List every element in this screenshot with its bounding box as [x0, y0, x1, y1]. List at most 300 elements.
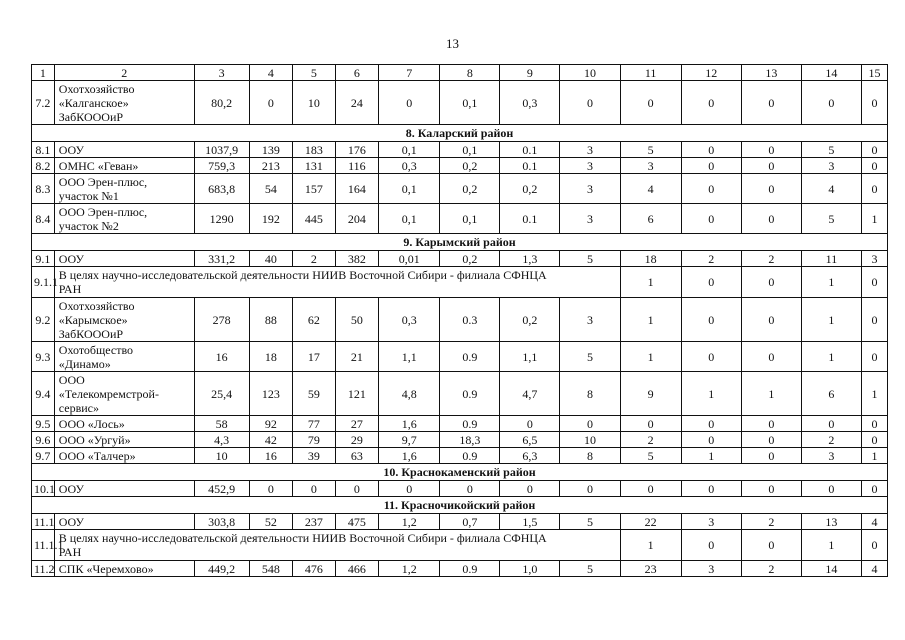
value-cell: 3 — [801, 448, 861, 464]
value-cell: 22 — [620, 514, 681, 530]
value-cell: 192 — [249, 204, 293, 234]
cell-line: ОМНС «Геван» — [58, 158, 139, 173]
value-cell: 77 — [293, 416, 335, 432]
section-row — [32, 234, 888, 251]
value-cell: 116 — [335, 158, 379, 174]
value-cell: 0.9 — [440, 561, 500, 577]
value-cell: 0 — [861, 342, 887, 372]
value-cell: 157 — [293, 174, 335, 204]
value-cell: 0 — [741, 204, 801, 234]
value-cell: 0 — [440, 481, 500, 497]
row-name — [54, 81, 194, 125]
row-number: 8.2 — [32, 158, 55, 174]
value-cell: 0.1 — [500, 142, 560, 158]
value-cell: 6,5 — [500, 432, 560, 448]
value-cell: 476 — [293, 561, 335, 577]
header-cell-8: 8 — [440, 65, 500, 81]
value-cell: 25,4 — [194, 372, 249, 416]
value-cell: 1,6 — [379, 416, 440, 432]
row-number: 11.1.1 — [32, 530, 55, 561]
value-cell: 1 — [801, 267, 861, 298]
table-row — [32, 267, 888, 298]
value-cell: 176 — [335, 142, 379, 158]
value-cell: 4,3 — [194, 432, 249, 448]
value-cell: 16 — [194, 342, 249, 372]
row-number: 9.2 — [32, 298, 55, 342]
value-cell: 0,1 — [440, 81, 500, 125]
table-row — [32, 530, 888, 561]
table-row — [32, 204, 888, 234]
cell-line: Охотхозяйство — [58, 298, 135, 313]
value-cell: 5 — [620, 142, 681, 158]
value-cell: 6 — [801, 372, 861, 416]
value-cell: 24 — [335, 81, 379, 125]
header-cell-14: 14 — [801, 65, 861, 81]
value-cell: 0 — [801, 481, 861, 497]
value-cell: 2 — [293, 251, 335, 267]
header-cell-3: 3 — [194, 65, 249, 81]
value-cell: 0 — [741, 530, 801, 561]
value-cell: 1 — [801, 298, 861, 342]
value-cell: 0,7 — [440, 514, 500, 530]
table-row — [32, 251, 888, 267]
header-cell-9: 9 — [500, 65, 560, 81]
value-cell: 0 — [861, 298, 887, 342]
value-cell: 0 — [681, 481, 741, 497]
value-cell: 0.1 — [500, 204, 560, 234]
value-cell: 3 — [560, 158, 620, 174]
cell-line: «Телекомремстрой- — [58, 386, 159, 401]
value-cell: 9 — [620, 372, 681, 416]
value-cell: 0 — [500, 416, 560, 432]
header-cell-10: 10 — [560, 65, 620, 81]
value-cell: 0 — [861, 158, 887, 174]
cell-line: «Калганское» — [58, 95, 129, 110]
table-row — [32, 342, 888, 372]
value-cell: 0 — [681, 267, 741, 298]
value-cell: 4 — [861, 514, 887, 530]
value-cell: 50 — [335, 298, 379, 342]
value-cell: 759,3 — [194, 158, 249, 174]
value-cell: 2 — [741, 561, 801, 577]
value-cell: 5 — [560, 342, 620, 372]
value-cell: 1,1 — [500, 342, 560, 372]
cell-line: ООО — [58, 372, 85, 387]
value-cell: 0 — [861, 267, 887, 298]
value-cell: 0 — [681, 416, 741, 432]
row-name — [54, 372, 194, 416]
row-number: 8.4 — [32, 204, 55, 234]
value-cell: 88 — [249, 298, 293, 342]
cell-line: ООО Эрен-плюс, — [58, 174, 148, 189]
value-cell: 0,1 — [379, 142, 440, 158]
value-cell: 18 — [249, 342, 293, 372]
section-title: 8. Каларский район — [32, 125, 888, 142]
header-cell-4: 4 — [249, 65, 293, 81]
value-cell: 445 — [293, 204, 335, 234]
value-cell: 0,1 — [379, 174, 440, 204]
value-cell: 18 — [620, 251, 681, 267]
value-cell: 1 — [801, 342, 861, 372]
value-cell: 39 — [293, 448, 335, 464]
value-cell: 18,3 — [440, 432, 500, 448]
section-row — [32, 464, 888, 481]
value-cell: 0 — [681, 158, 741, 174]
value-cell: 21 — [335, 342, 379, 372]
cell-line: сервис» — [58, 400, 100, 415]
value-cell: 0 — [681, 81, 741, 125]
value-cell: 6 — [620, 204, 681, 234]
value-cell: 0 — [500, 481, 560, 497]
value-cell: 0 — [861, 416, 887, 432]
header-cell-11: 11 — [620, 65, 681, 81]
value-cell: 10 — [560, 432, 620, 448]
header-cell-1: 1 — [32, 65, 55, 81]
value-cell: 0 — [861, 81, 887, 125]
value-cell: 4,8 — [379, 372, 440, 416]
cell-line: В целях научно-исследовательской деятельности НИИВ Восточной Сибири - филиала СФНЦА — [58, 531, 547, 545]
cell-line: участок №1 — [58, 188, 119, 203]
cell-line: ЗабКОООиР — [58, 326, 124, 341]
table-row — [32, 81, 888, 125]
value-cell: 1,6 — [379, 448, 440, 464]
value-cell: 3 — [681, 514, 741, 530]
value-cell: 23 — [620, 561, 681, 577]
value-cell: 1 — [861, 372, 887, 416]
cell-line: В целях научно-исследовательской деятельности НИИВ Восточной Сибири - филиала СФНЦА — [58, 268, 547, 282]
value-cell: 0 — [741, 81, 801, 125]
header-cell-12: 12 — [681, 65, 741, 81]
value-cell: 3 — [560, 174, 620, 204]
value-cell: 0 — [741, 481, 801, 497]
cell-line: ООО «Лось» — [58, 416, 125, 431]
table-row — [32, 158, 888, 174]
row-name — [54, 142, 194, 158]
value-cell: 17 — [293, 342, 335, 372]
value-cell: 3 — [560, 298, 620, 342]
value-cell: 0 — [741, 416, 801, 432]
value-cell: 1 — [620, 342, 681, 372]
section-title: 10. Краснокаменский район — [32, 464, 888, 481]
value-cell: 0 — [620, 81, 681, 125]
value-cell: 1 — [681, 372, 741, 416]
row-number: 9.7 — [32, 448, 55, 464]
value-cell: 1,3 — [500, 251, 560, 267]
value-cell: 0 — [681, 204, 741, 234]
value-cell: 0.9 — [440, 372, 500, 416]
value-cell: 303,8 — [194, 514, 249, 530]
value-cell: 0 — [681, 142, 741, 158]
value-cell: 123 — [249, 372, 293, 416]
value-cell: 183 — [293, 142, 335, 158]
value-cell: 14 — [801, 561, 861, 577]
value-cell: 0 — [741, 142, 801, 158]
value-cell: 0 — [620, 416, 681, 432]
value-cell: 466 — [335, 561, 379, 577]
value-cell: 0,1 — [379, 204, 440, 234]
row-number: 9.5 — [32, 416, 55, 432]
value-cell: 63 — [335, 448, 379, 464]
value-cell: 0,1 — [440, 204, 500, 234]
value-cell: 0 — [741, 298, 801, 342]
cell-line: ООУ — [58, 251, 84, 266]
value-cell: 0 — [620, 481, 681, 497]
value-cell: 121 — [335, 372, 379, 416]
value-cell: 0,2 — [440, 174, 500, 204]
value-cell: 1,1 — [379, 342, 440, 372]
value-cell: 5 — [801, 142, 861, 158]
value-cell: 139 — [249, 142, 293, 158]
value-cell: 0 — [741, 432, 801, 448]
header-cell-2: 2 — [54, 65, 194, 81]
cell-line: ООО «Ургуй» — [58, 432, 131, 447]
value-cell: 278 — [194, 298, 249, 342]
value-cell: 4 — [620, 174, 681, 204]
value-cell: 0 — [249, 81, 293, 125]
row-name — [54, 481, 194, 497]
value-cell: 3 — [681, 561, 741, 577]
row-name — [54, 342, 194, 372]
cell-line: ООУ — [58, 142, 84, 157]
row-name — [54, 448, 194, 464]
value-cell: 0 — [861, 481, 887, 497]
value-cell: 2 — [620, 432, 681, 448]
value-cell: 3 — [620, 158, 681, 174]
cell-line: участок №2 — [58, 218, 119, 233]
value-cell: 59 — [293, 372, 335, 416]
row-number: 11.1 — [32, 514, 55, 530]
value-cell: 0.9 — [440, 342, 500, 372]
row-name — [54, 561, 194, 577]
value-cell: 0 — [861, 174, 887, 204]
value-cell: 0 — [293, 481, 335, 497]
section-row — [32, 125, 888, 142]
value-cell: 40 — [249, 251, 293, 267]
row-number: 11.2 — [32, 561, 55, 577]
row-number: 9.1 — [32, 251, 55, 267]
value-cell: 0,2 — [440, 251, 500, 267]
cell-line: РАН — [58, 282, 82, 296]
row-number: 9.3 — [32, 342, 55, 372]
value-cell: 0 — [801, 416, 861, 432]
table-row — [32, 416, 888, 432]
value-cell: 3 — [861, 251, 887, 267]
row-number: 7.2 — [32, 81, 55, 125]
value-cell: 683,8 — [194, 174, 249, 204]
row-name — [54, 432, 194, 448]
value-cell: 11 — [801, 251, 861, 267]
value-cell: 2 — [801, 432, 861, 448]
value-cell: 0 — [741, 158, 801, 174]
value-cell: 0 — [681, 530, 741, 561]
value-cell: 0 — [861, 142, 887, 158]
data-table — [31, 64, 888, 577]
cell-line: «Динамо» — [58, 356, 111, 371]
value-cell: 0.9 — [440, 448, 500, 464]
value-cell: 3 — [560, 204, 620, 234]
value-cell: 0 — [681, 342, 741, 372]
cell-line: СПК «Черемхово» — [58, 561, 154, 576]
value-cell: 164 — [335, 174, 379, 204]
value-cell: 1 — [620, 530, 681, 561]
value-cell: 1,2 — [379, 514, 440, 530]
value-cell: 1,0 — [500, 561, 560, 577]
value-cell: 1,5 — [500, 514, 560, 530]
header-cell-5: 5 — [293, 65, 335, 81]
value-cell: 29 — [335, 432, 379, 448]
value-cell: 0 — [249, 481, 293, 497]
value-cell: 0,3 — [379, 298, 440, 342]
value-cell: 2 — [681, 251, 741, 267]
value-cell: 58 — [194, 416, 249, 432]
value-cell: 0,1 — [440, 142, 500, 158]
value-cell: 237 — [293, 514, 335, 530]
value-cell: 0,2 — [500, 298, 560, 342]
page-number: 13 — [446, 36, 459, 51]
row-name — [54, 251, 194, 267]
table-row — [32, 432, 888, 448]
value-cell: 0 — [741, 267, 801, 298]
value-cell: 42 — [249, 432, 293, 448]
value-cell: 92 — [249, 416, 293, 432]
value-cell: 16 — [249, 448, 293, 464]
value-cell: 213 — [249, 158, 293, 174]
value-cell: 331,2 — [194, 251, 249, 267]
value-cell: 0 — [741, 342, 801, 372]
row-description — [54, 267, 620, 298]
row-name — [54, 514, 194, 530]
row-number: 9.4 — [32, 372, 55, 416]
value-cell: 4,7 — [500, 372, 560, 416]
value-cell: 1037,9 — [194, 142, 249, 158]
value-cell: 1 — [861, 448, 887, 464]
table-row — [32, 561, 888, 577]
value-cell: 0 — [560, 481, 620, 497]
value-cell: 54 — [249, 174, 293, 204]
value-cell: 0 — [681, 174, 741, 204]
value-cell: 10 — [293, 81, 335, 125]
table-row — [32, 298, 888, 342]
row-name — [54, 174, 194, 204]
value-cell: 1 — [620, 267, 681, 298]
row-number: 9.6 — [32, 432, 55, 448]
value-cell: 10 — [194, 448, 249, 464]
value-cell: 0 — [379, 481, 440, 497]
section-title: 11. Красночикойский район — [32, 497, 888, 514]
value-cell: 204 — [335, 204, 379, 234]
section-title: 9. Карымский район — [32, 234, 888, 251]
table-row — [32, 372, 888, 416]
value-cell: 3 — [801, 158, 861, 174]
header-cell-7: 7 — [379, 65, 440, 81]
row-number: 8.1 — [32, 142, 55, 158]
value-cell: 1,2 — [379, 561, 440, 577]
value-cell: 0 — [861, 432, 887, 448]
table-row — [32, 174, 888, 204]
value-cell: 1 — [861, 204, 887, 234]
value-cell: 5 — [560, 251, 620, 267]
value-cell: 4 — [861, 561, 887, 577]
value-cell: 548 — [249, 561, 293, 577]
value-cell: 1290 — [194, 204, 249, 234]
header-cell-15: 15 — [861, 65, 887, 81]
value-cell: 0 — [379, 81, 440, 125]
value-cell: 0,2 — [500, 174, 560, 204]
value-cell: 449,2 — [194, 561, 249, 577]
value-cell: 475 — [335, 514, 379, 530]
value-cell: 1 — [620, 298, 681, 342]
value-cell: 0 — [741, 448, 801, 464]
row-name — [54, 298, 194, 342]
value-cell: 0 — [681, 432, 741, 448]
row-number: 8.3 — [32, 174, 55, 204]
value-cell: 8 — [560, 372, 620, 416]
value-cell: 0 — [560, 81, 620, 125]
cell-line: РАН — [58, 545, 82, 559]
value-cell: 6,3 — [500, 448, 560, 464]
value-cell: 1 — [741, 372, 801, 416]
table-row — [32, 448, 888, 464]
value-cell: 5 — [620, 448, 681, 464]
value-cell: 5 — [801, 204, 861, 234]
value-cell: 9,7 — [379, 432, 440, 448]
value-cell: 0.9 — [440, 416, 500, 432]
value-cell: 3 — [560, 142, 620, 158]
cell-line: «Карымское» — [58, 312, 128, 327]
header-cell-6: 6 — [335, 65, 379, 81]
value-cell: 0.3 — [440, 298, 500, 342]
header-cell-13: 13 — [741, 65, 801, 81]
table-row — [32, 142, 888, 158]
cell-line: ЗабКОООиР — [58, 109, 124, 124]
value-cell: 0,01 — [379, 251, 440, 267]
value-cell: 62 — [293, 298, 335, 342]
value-cell: 8 — [560, 448, 620, 464]
value-cell: 382 — [335, 251, 379, 267]
value-cell: 13 — [801, 514, 861, 530]
value-cell: 27 — [335, 416, 379, 432]
value-cell: 131 — [293, 158, 335, 174]
value-cell: 1 — [681, 448, 741, 464]
value-cell: 2 — [741, 514, 801, 530]
header-row — [32, 65, 888, 81]
cell-line: Охотхозяйство — [58, 81, 135, 96]
row-name — [54, 158, 194, 174]
value-cell: 0,2 — [440, 158, 500, 174]
value-cell: 80,2 — [194, 81, 249, 125]
row-name — [54, 204, 194, 234]
cell-line: ООУ — [58, 514, 84, 529]
value-cell: 452,9 — [194, 481, 249, 497]
cell-line: Охотобщество — [58, 342, 134, 357]
value-cell: 2 — [741, 251, 801, 267]
table-row — [32, 481, 888, 497]
value-cell: 0 — [861, 530, 887, 561]
value-cell: 5 — [560, 514, 620, 530]
cell-line: ООО Эрен-плюс, — [58, 204, 148, 219]
row-number: 9.1.1 — [32, 267, 55, 298]
value-cell: 5 — [560, 561, 620, 577]
value-cell: 0,3 — [379, 158, 440, 174]
value-cell: 52 — [249, 514, 293, 530]
value-cell: 0 — [335, 481, 379, 497]
table-body — [32, 65, 888, 577]
row-number: 10.1 — [32, 481, 55, 497]
value-cell: 0,3 — [500, 81, 560, 125]
cell-line: ООО «Талчер» — [58, 448, 136, 463]
value-cell: 0 — [681, 298, 741, 342]
row-description — [54, 530, 620, 561]
